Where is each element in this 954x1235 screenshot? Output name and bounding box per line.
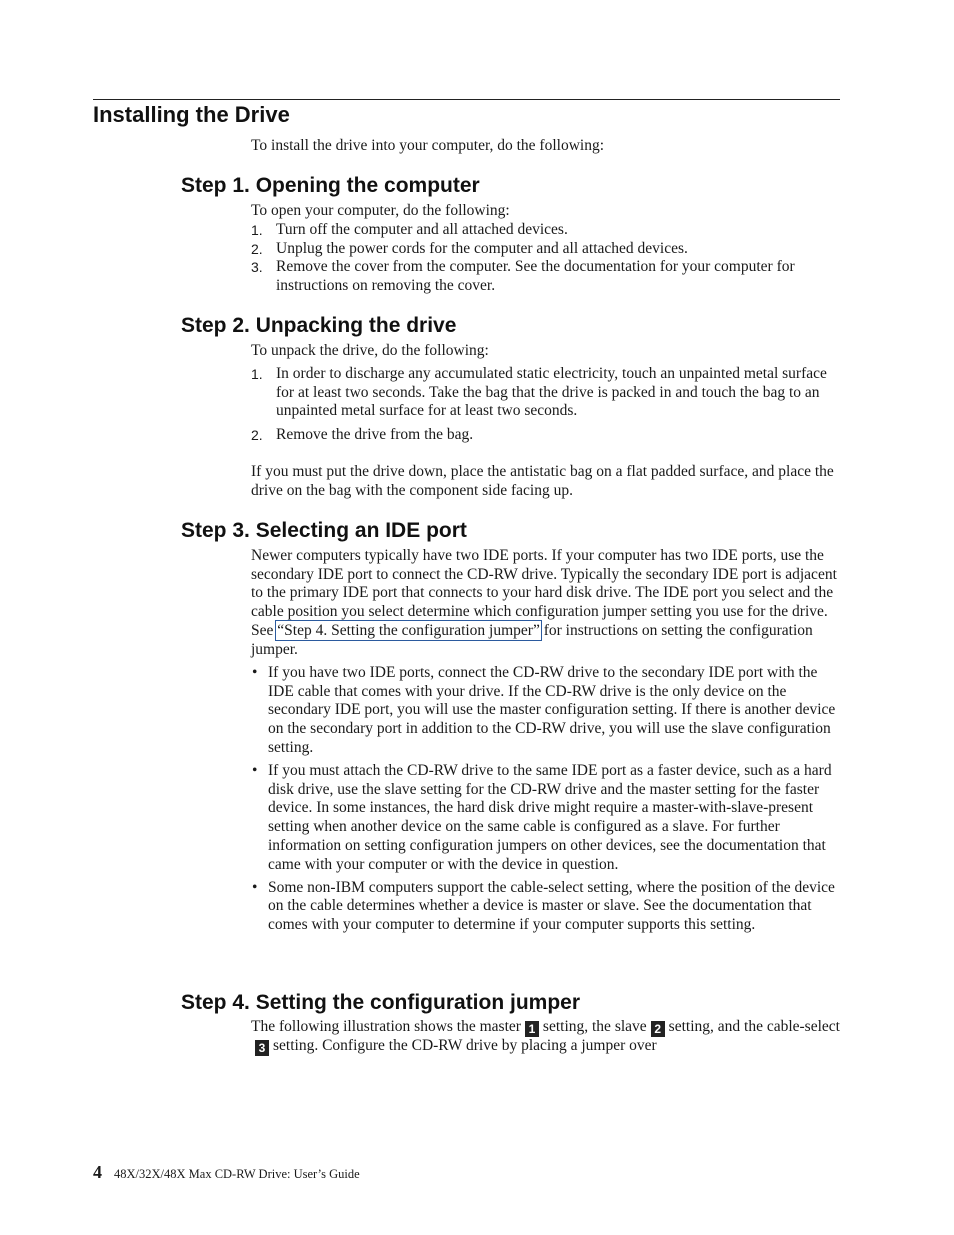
- section-rule: [93, 99, 840, 100]
- step3-paragraph: [251, 547, 841, 659]
- list-text: If you have two IDE ports, connect the CD-RW drive to the secondary IDE port with the IDE cable that comes with your drive. If the CD-RW drive is the only device on the secondary IDE port, you will use the master configuration setting. If there is another device on the secondary port in addition to the CD-RW drive, you will use the slave configuration setting.: [268, 664, 836, 756]
- step4-cross-reference-link[interactable]: “Step 4. Setting the configuration jumper”: [277, 621, 540, 639]
- list-number: 1.: [251, 366, 263, 382]
- step3-text-after-link: for instructions on setting the configuration jumper.: [251, 621, 813, 658]
- list-text: Some non-IBM computers support the cable-select setting, where the position of the device on the cable determines whether a device is master or slave. See the documentation that comes with your computer to determine if your computer supports this setting.: [268, 878, 835, 934]
- list-text: In order to discharge any accumulated static electricity, touch an unpainted metal surface for at least two seconds. Take the bag that the drive is packed in and touch the bag to an unpainted metal surface for at least two seconds.: [276, 365, 827, 420]
- callout-1: 1: [525, 1021, 539, 1037]
- list-item: [251, 879, 841, 935]
- page-footer: [93, 1162, 360, 1183]
- list-number: 2.: [251, 426, 263, 443]
- list-item: [251, 426, 841, 445]
- bullet-icon: •: [252, 762, 258, 780]
- step4-paragraph: [251, 1018, 841, 1056]
- list-item: [251, 664, 841, 758]
- step4-text-c: setting, and the cable-select: [668, 1018, 840, 1035]
- list-item: [251, 258, 841, 295]
- step3-bullet-list: [251, 664, 841, 939]
- bullet-icon: •: [252, 664, 258, 681]
- step3-text-before-link: Newer computers typically have two IDE ports. If your computer has two IDE ports, use the secondary IDE port to connect the CD-RW drive. Typically the secondary IDE port is adjacent to the primary IDE port that connects to your hard disk drive. The IDE port you select and the cable position you select determine which configuration jumper setting you use for the drive. See: [251, 547, 837, 639]
- page-number: 4: [93, 1162, 102, 1182]
- list-text: Unplug the power cords for the computer and all attached devices.: [276, 239, 688, 257]
- page-title: Installing the Drive: [93, 102, 290, 127]
- list-item: [251, 221, 841, 240]
- step2-list: [251, 365, 841, 444]
- list-number: 2.: [251, 240, 263, 257]
- intro-text: To install the drive into your computer, do the following:: [251, 137, 605, 154]
- list-item: [251, 240, 841, 259]
- step4-text-a: The following illustration shows the master: [251, 1018, 521, 1035]
- list-number: 1.: [251, 222, 263, 238]
- footer-title: 48X/32X/48X Max CD-RW Drive: User’s Guide: [114, 1167, 360, 1181]
- step1-heading: Step 1. Opening the computer: [181, 174, 480, 197]
- step1-list: [251, 221, 841, 296]
- list-text: Remove the cover from the computer. See the documentation for your computer for instructions on removing the cover.: [276, 258, 795, 295]
- callout-3: 3: [255, 1040, 269, 1056]
- callout-2: 2: [651, 1021, 665, 1037]
- step2-lead: To unpack the drive, do the following:: [251, 342, 489, 359]
- bullet-icon: •: [252, 878, 258, 896]
- step4-text-d: setting. Configure the CD-RW drive by placing a jumper over: [273, 1037, 657, 1054]
- step2-heading: Step 2. Unpacking the drive: [181, 314, 457, 337]
- step2-note: If you must put the drive down, place the antistatic bag on a flat padded surface, and place the drive on the bag with the component side facing up.: [251, 463, 834, 499]
- list-item: [251, 762, 841, 874]
- list-item: [251, 365, 841, 421]
- list-text: If you must attach the CD-RW drive to the same IDE port as a faster device, such as a hard disk drive, use the slave setting for the CD-RW drive and the master setting for the faster device. In some instances, the hard disk drive might require a master-with-slave-present setting when another device on the same cable is configured as a slave. For further information on setting configuration jumpers on other devices, see the documentation that came with your computer or with the device in question.: [268, 762, 832, 873]
- list-text: Turn off the computer and all attached devices.: [276, 221, 568, 238]
- list-text: Remove the drive from the bag.: [276, 425, 474, 443]
- step4-text-b: setting, the slave: [542, 1018, 647, 1035]
- step3-heading: Step 3. Selecting an IDE port: [181, 519, 467, 542]
- step4-heading: Step 4. Setting the configuration jumper: [181, 991, 581, 1014]
- step1-lead: To open your computer, do the following:: [251, 202, 510, 219]
- list-number: 3.: [251, 259, 263, 276]
